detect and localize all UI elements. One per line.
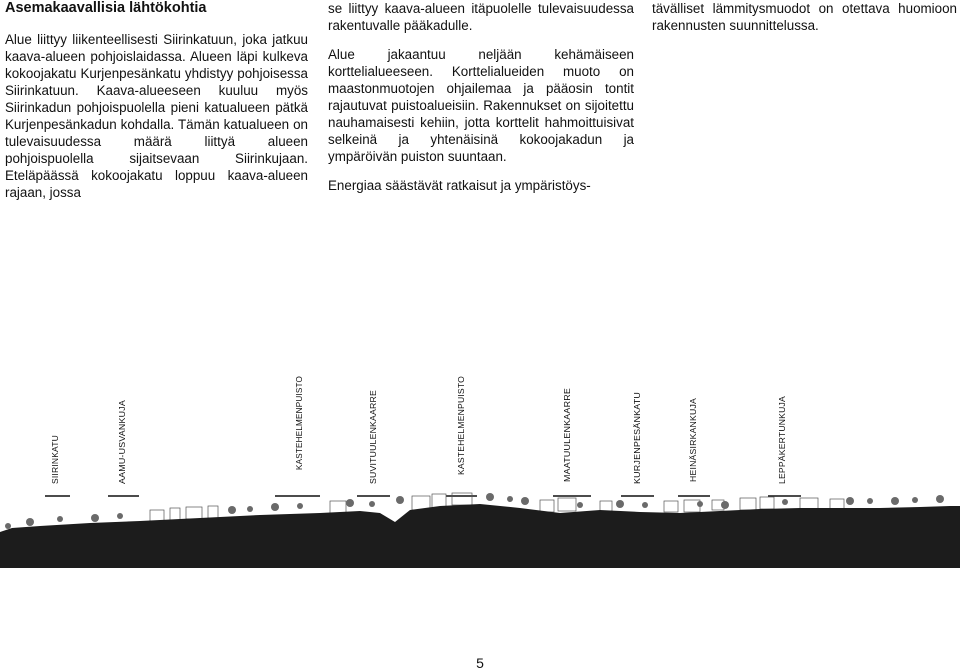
building-outline (208, 506, 218, 518)
street-label: MAATUULENKAARRE (562, 392, 572, 482)
tree (697, 501, 703, 507)
tree (782, 499, 788, 505)
street-label: HEINÄSIRKANKUJA (688, 399, 698, 482)
street-label: AAMU-USVANKUJA (117, 403, 127, 484)
tree (26, 518, 34, 526)
tree (247, 506, 253, 512)
text-column-1 (5, 0, 308, 213)
section-heading: Asemakaavallisia lähtökohtia (5, 0, 207, 16)
tree (867, 498, 873, 504)
tree (396, 496, 404, 504)
building-outline (558, 498, 576, 511)
street-label: KASTEHELMENPUISTO (294, 371, 304, 470)
tree (642, 502, 648, 508)
tree (486, 493, 494, 501)
building-outline (150, 510, 164, 521)
street-label: KASTEHELMENPUISTO (456, 376, 466, 475)
tree (507, 496, 513, 502)
tree (228, 506, 236, 514)
building-outline (830, 499, 844, 509)
tree (846, 497, 854, 505)
street-label: LEPPÄKERTUNKUJA (777, 397, 787, 484)
tree (346, 499, 354, 507)
terrain-profile (0, 504, 960, 568)
building-outline (540, 500, 554, 512)
building-outline (740, 498, 756, 510)
tree (5, 523, 11, 529)
tree (297, 503, 303, 509)
building-outline (186, 507, 202, 519)
tree (616, 500, 624, 508)
street-label: KURJENPESÄNKATU (632, 396, 642, 484)
building-outline (330, 501, 346, 513)
street-label: SIIRINKATU (50, 434, 60, 484)
paragraph: Alue liittyy liikenteellisesti Siirinkatuun, joka jatkuu kaava-alueen pohjoislaidassa. Alueen läpi kulkeva kokoojakatu Kurjenpesänkatu yhdistyy pohjoisessa Siirinkatuun. Kaava-alueeseen kuuluu myös Siirinkadun pohjoispuolella pieni katualueen pätkä Kurjenpesänkadun kohdalla. Tämän katualueen on tulevaisuudessa määrä liittyä alueen pohjoispuolella sijaitsevaan Siirinkujaan. Eteläpäässä kokoojakatu loppuu kaava-alueen rajaan, jossa (5, 32, 308, 200)
street-label: SUVITUULENKAARRE (368, 392, 378, 484)
tree (891, 497, 899, 505)
tree (577, 502, 583, 508)
tree (936, 495, 944, 503)
paragraph: se liittyy kaava-alueen itäpuolelle tulevaisuudessa rakentuvalle pääkadulle. (328, 1, 634, 33)
page-number: 5 (476, 655, 484, 671)
tree (369, 501, 375, 507)
building-outline (664, 501, 678, 512)
paragraph: Alue jakaantuu neljään kehämäiseen korttelialueeseen. Korttelialueiden muoto on maastonmuotojen ohjailemaa ja pääosin tontit rajautuvat puistoalueisiin. Rakennukset on sijoitettu nauhamaisesti kehiin, jotta korttelit hahmoittuisivat selkeinä ja yhtenäisinä kokoojakadun ja ympäröivän puiston suuntaan. (328, 47, 634, 164)
tree (912, 497, 918, 503)
text-column-3 (652, 0, 957, 46)
text-column-2 (328, 0, 634, 206)
terrain-section-drawing (0, 360, 960, 590)
paragraph: Energiaa säästävät ratkaisut ja ympäristöys- (328, 178, 591, 193)
street-labels (50, 371, 787, 484)
paragraph: tävälliset lämmitysmuodot on otettava huomioon rakennusten suunnittelussa. (652, 1, 957, 33)
tree (521, 497, 529, 505)
building-outline (684, 500, 700, 512)
tree (271, 503, 279, 511)
tree (57, 516, 63, 522)
tree (117, 513, 123, 519)
tree (91, 514, 99, 522)
building-outline (760, 497, 774, 509)
building-outline (452, 493, 472, 505)
building-outline (800, 498, 818, 509)
tree (721, 501, 729, 509)
building-outline (170, 508, 180, 521)
building-outline (600, 501, 612, 511)
